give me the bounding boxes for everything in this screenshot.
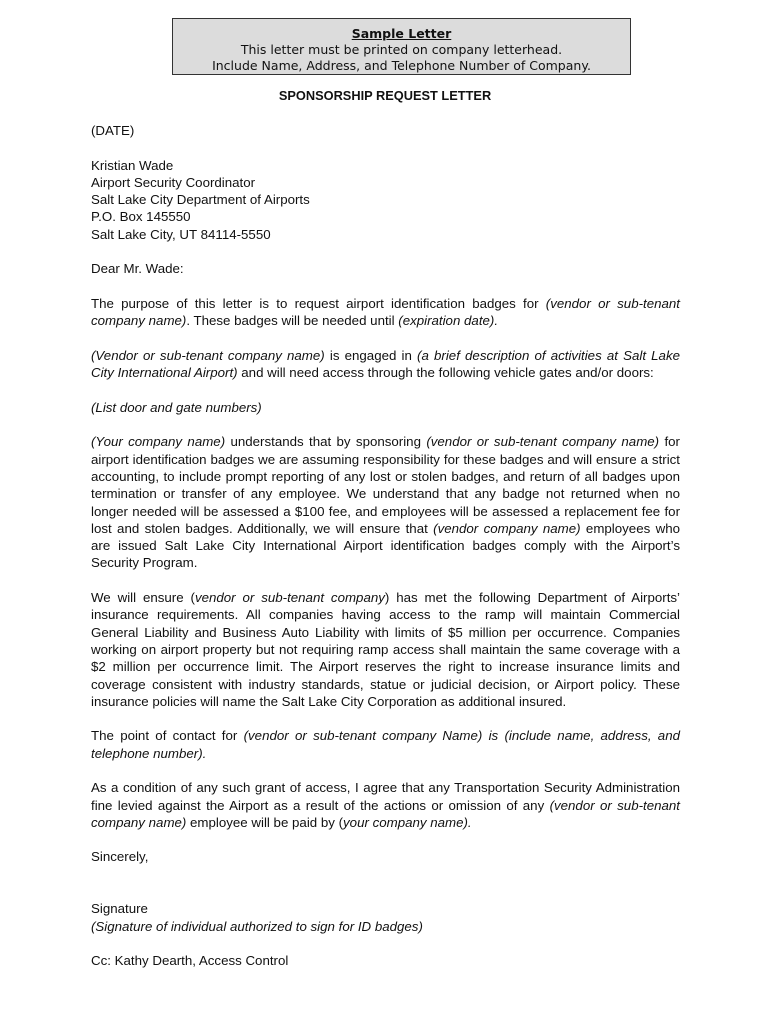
placeholder-text: (expiration date). bbox=[398, 313, 499, 329]
text: employees who are issued Salt Lake City International Airport identification badges comply with the Airport’s Security Program. bbox=[91, 520, 680, 571]
text: understands that by sponsoring bbox=[225, 434, 427, 450]
placeholder-text: (vendor or sub-tenant company name) bbox=[91, 295, 680, 329]
text: . These badges will be needed until bbox=[186, 313, 399, 329]
paragraph-contact bbox=[91, 727, 680, 762]
text: As a condition of any such grant of access, I agree that any Transportation Security Administration fine levied against the Airport as a result of the actions or omission of any bbox=[91, 780, 680, 813]
cc-line: Cc: Kathy Dearth, Access Control bbox=[91, 953, 289, 969]
paragraph-gates bbox=[91, 399, 680, 416]
placeholder-text: (vendor or sub-tenant company name) bbox=[426, 434, 660, 450]
signature-block bbox=[91, 900, 680, 935]
text: is engaged in bbox=[324, 347, 418, 363]
text: The point of contact for bbox=[91, 728, 244, 744]
notice-line-1: This letter must be printed on company letterhead. bbox=[240, 42, 563, 57]
placeholder-text: (vendor or sub-tenant company Name) is (include name, address, and telephone number). bbox=[91, 728, 680, 761]
text: ) has met the following Department of Airports’ insurance requirements. All companies having access to the ramp will maintain Commercial General Liability and Business Auto Liability with limits of $5 million per occurrence. Companies working on airport property but not requiring ramp access shall maintain the same coverage with a $2 million per occurrence limit. The Airport reserves the right to increase insurance limits and coverage consistent with industry standards, statue or judicial decision, or Airport policy. These insurance policies will name the Salt Lake City Corporation as additional insured. bbox=[91, 590, 680, 709]
recipient-address bbox=[91, 157, 680, 243]
date-line: (DATE) bbox=[91, 123, 135, 138]
recipient-department: Salt Lake City Department of Airports bbox=[91, 192, 310, 208]
placeholder-text: (Vendor or sub-tenant company name) bbox=[91, 347, 325, 363]
recipient-city: Salt Lake City, UT 84114-5550 bbox=[91, 226, 271, 242]
placeholder-text: your company name). bbox=[343, 814, 472, 830]
sample-letter-notice bbox=[172, 18, 631, 75]
paragraph-insurance bbox=[91, 589, 680, 710]
placeholder-text: (vendor or sub-tenant company name) bbox=[91, 797, 680, 830]
closing: Sincerely, bbox=[91, 849, 149, 865]
paragraph-responsibility bbox=[91, 433, 680, 571]
paragraph-fines bbox=[91, 779, 680, 831]
text: for airport identification badges we are assuming responsibility for these badges and will ensure a strict accounting, to include prompt reporting of any lost or stolen badges, and return of all badges upon termination or transfer of any employee. We understand that any badge not returned when no longer needed will be assessed a $100 fee, and employees will be assessed a replacement fee for lost and stolen badges. Additionally, we will ensure that bbox=[91, 434, 680, 536]
text: We will ensure ( bbox=[91, 590, 195, 606]
letter-body bbox=[91, 122, 680, 987]
text: and will need access through the following vehicle gates and/or doors: bbox=[237, 365, 654, 381]
notice-line-2: Include Name, Address, and Telephone Number of Company. bbox=[212, 58, 591, 73]
recipient-po-box: P.O. Box 145550 bbox=[91, 209, 191, 225]
recipient-position: Airport Security Coordinator bbox=[91, 174, 256, 190]
salutation: Dear Mr. Wade: bbox=[91, 261, 184, 277]
signature-label: Signature bbox=[91, 901, 148, 917]
placeholder-text: vendor or sub-tenant company bbox=[194, 590, 385, 606]
placeholder-text: (a brief description of activities at Salt Lake City International Airport) bbox=[91, 347, 680, 381]
paragraph-activities bbox=[91, 347, 680, 382]
letter-title: SPONSORSHIP REQUEST LETTER bbox=[278, 88, 492, 103]
text: employee will be paid by ( bbox=[186, 814, 344, 830]
notice-title: Sample Letter bbox=[351, 26, 452, 41]
placeholder-text: (vendor company name) bbox=[433, 520, 581, 536]
paragraph-purpose bbox=[91, 295, 680, 330]
text: The purpose of this letter is to request airport identification badges for bbox=[91, 295, 546, 311]
placeholder-text: (Your company name) bbox=[91, 434, 226, 450]
placeholder-text: (List door and gate numbers) bbox=[91, 399, 262, 415]
recipient-name: Kristian Wade bbox=[91, 157, 174, 173]
signature-note: (Signature of individual authorized to sign for ID badges) bbox=[91, 918, 423, 934]
